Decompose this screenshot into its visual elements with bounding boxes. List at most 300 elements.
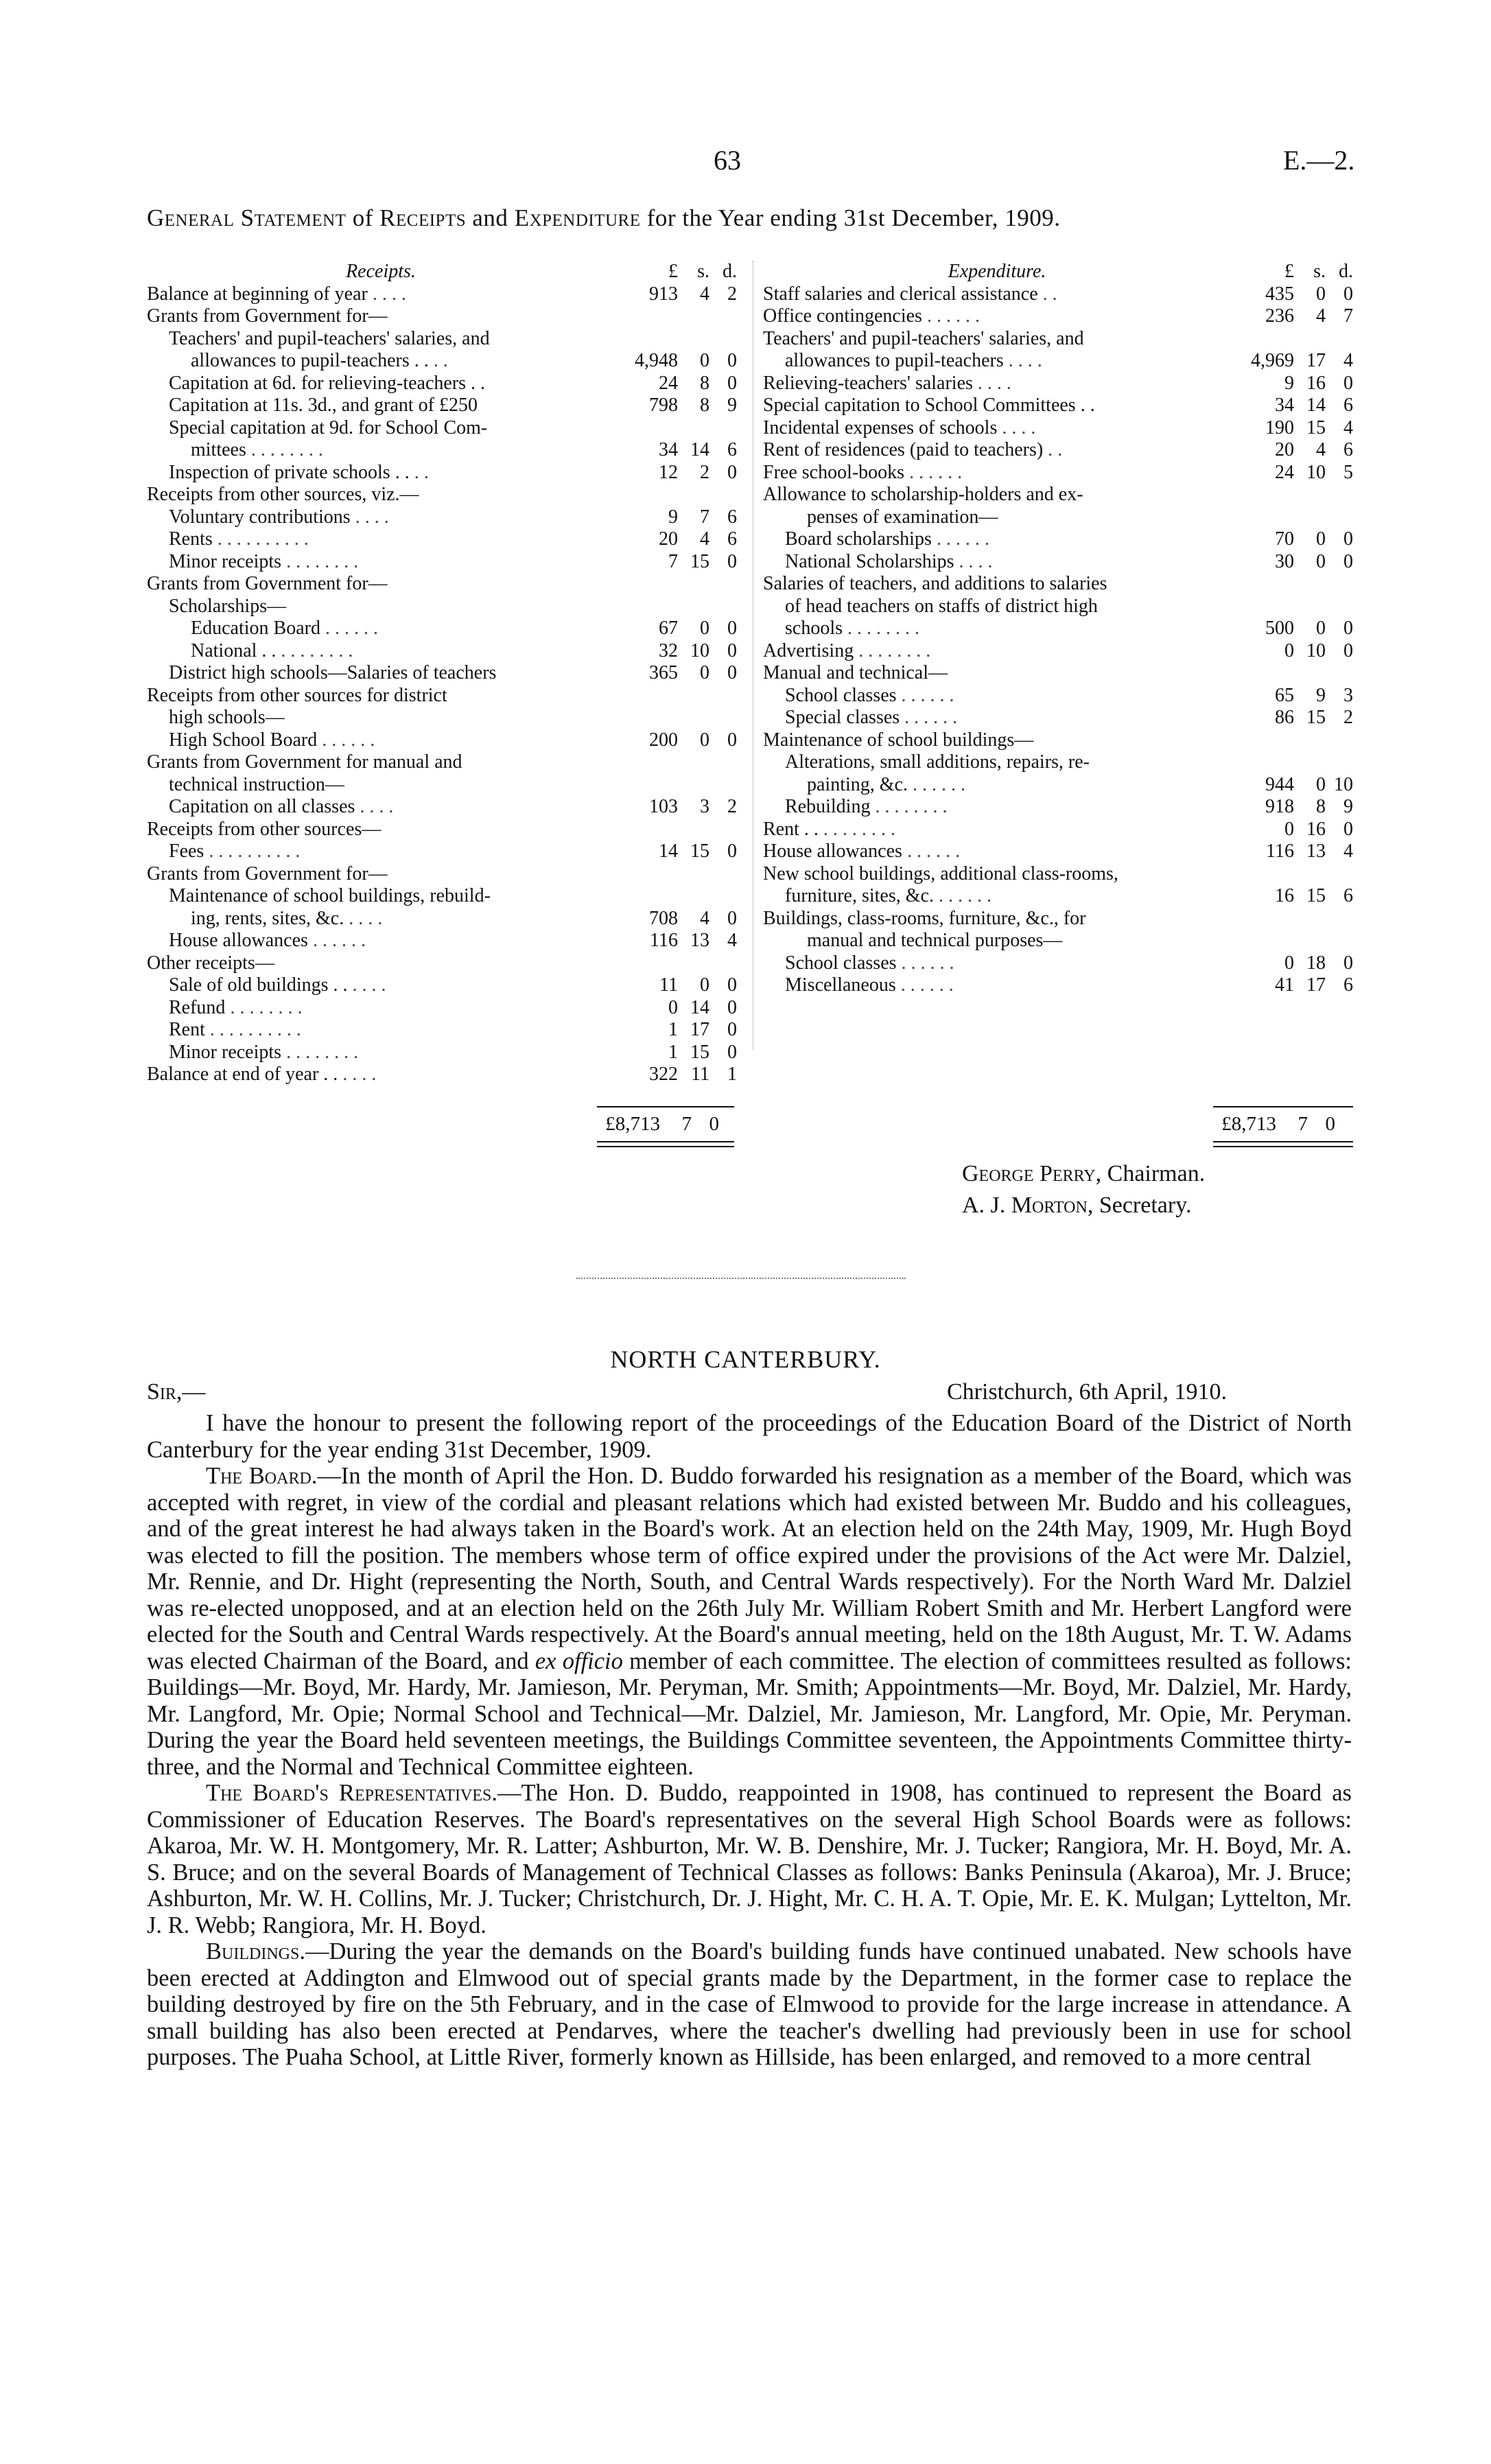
receipts-row-text: Balance at beginning of year (147, 283, 368, 305)
receipts-row-text: Scholarships— (169, 595, 287, 617)
receipts-row-shillings: 0 (700, 618, 709, 639)
receipts-row-leader-dots: . . . . . . (317, 729, 375, 751)
receipts-row-pounds: 12 (659, 461, 678, 483)
receipts-row-pounds: 4,948 (635, 350, 678, 371)
expenditure-row-pence: 0 (1343, 283, 1353, 305)
receipts-row-pence: 0 (727, 350, 737, 371)
expenditure-row-pence: 2 (1343, 707, 1353, 728)
expenditure-row-text: Miscellaneous (785, 974, 896, 996)
expenditure-row-leader-dots: . . . . . . (896, 684, 954, 706)
receipts-row (147, 796, 737, 819)
receipts-row-label (147, 908, 615, 930)
expenditure-row-text: Rent . . (763, 818, 819, 840)
receipts-row-shillings: 15 (690, 1041, 709, 1063)
expenditure-row-text: House allowances (763, 841, 902, 862)
expenditure-row-text: Maintenance of school buildings— (763, 729, 1034, 751)
receipts-row-pence: 0 (727, 841, 737, 862)
receipts-row-label (147, 751, 615, 774)
expenditure-row-text: Alterations, small additions, repairs, re- (785, 751, 1090, 773)
receipts-row-pounds: 7 (668, 550, 678, 572)
receipts-row-label (147, 395, 615, 417)
receipts-row-text: Receipts from other sources, viz.— (147, 484, 419, 505)
receipts-row (147, 350, 737, 373)
receipts-row-shillings: 4 (700, 528, 709, 550)
expenditure-heading: Expenditure. (948, 261, 1046, 282)
receipts-row-text: Grants from Government for— (147, 863, 388, 884)
receipts-row-shillings: 14 (690, 439, 709, 460)
receipts-row-label (147, 1019, 615, 1042)
expenditure-row-text: Special classes (785, 707, 900, 728)
expenditure-row (763, 885, 1353, 908)
expenditure-row-text: Buildings, class-rooms, furniture, &c., for (763, 907, 1086, 929)
receipts-row-label (147, 863, 615, 886)
receipts-row-pence: 0 (727, 662, 737, 683)
receipts-row-shillings: 8 (700, 372, 709, 394)
chairman-signature (962, 1158, 1205, 1190)
expenditure-row-text: painting, &c. (807, 773, 908, 795)
receipts-row-text: high schools— (169, 707, 285, 728)
expenditure-row-pence: 6 (1343, 885, 1353, 906)
expenditure-row-label (763, 729, 1231, 752)
receipts-row-text: Voluntary contributions (169, 506, 351, 528)
expenditure-row (763, 952, 1353, 975)
expenditure-row-pounds: 30 (1275, 550, 1294, 572)
receipts-row-text: Sale of old buildings . . (169, 974, 348, 996)
receipts-row-text: Fees (169, 841, 204, 862)
receipts-row (147, 618, 737, 640)
expenditure-row-leader-dots: . . . . . . (904, 461, 963, 483)
expenditure-row-leader-dots: . . . . . . (921, 305, 980, 327)
expenditure-row (763, 729, 1353, 752)
receipts-row-text: Grants from Government for— (147, 573, 388, 594)
expenditure-row-pounds: 116 (1266, 841, 1294, 862)
expenditure-row (763, 819, 1353, 841)
receipts-col-shillings: s. (697, 261, 709, 282)
expenditure-row-pence: 0 (1343, 618, 1353, 639)
expenditure-row-text: furniture, sites, &c. (785, 885, 934, 906)
receipts-row-label (147, 350, 615, 373)
receipts-row-label (147, 573, 615, 596)
receipts-row-shillings: 0 (700, 729, 709, 751)
secretary-name: Morton (1011, 1193, 1088, 1218)
expenditure-row-pence: 6 (1343, 439, 1353, 460)
expenditure-row (763, 506, 1353, 529)
expenditure-row-text: Free school-books (763, 461, 905, 483)
receipts-row-pence: 1 (727, 1064, 737, 1085)
expenditure-row-leader-dots: . . . . . . (907, 773, 965, 795)
receipts-row (147, 596, 737, 618)
expenditure-row-shillings: 13 (1306, 841, 1326, 862)
expenditure-row-label (763, 930, 1231, 952)
expenditure-row-leader-dots: . . . . . . . . (870, 796, 948, 817)
reps-lead: The Board's Representatives. (206, 1780, 497, 1806)
expenditure-row-text: Board scholarships (785, 528, 932, 550)
secretary-signature (962, 1190, 1205, 1221)
receipts-row-leader-dots: . . . . . . . . (246, 439, 323, 460)
expenditure-row-text: School classes (785, 684, 897, 706)
receipts-row-pounds: 708 (649, 907, 678, 929)
receipts-row-pence: 9 (727, 395, 737, 416)
expenditure-row-text: Staff salaries and clerical assistance (763, 283, 1038, 305)
receipts-row-text: Maintenance of school buildings, rebuild- (169, 885, 491, 906)
receipts-row (147, 439, 737, 462)
receipts-row-pounds: 103 (649, 796, 678, 817)
expenditure-row (763, 707, 1353, 729)
expenditure-row-pence: 0 (1343, 528, 1353, 550)
receipts-row-label (147, 841, 615, 863)
receipts-row-pounds: 913 (649, 283, 678, 305)
receipts-row-text: District high schools—Salaries of teachers (169, 662, 497, 683)
expenditure-row-pounds: 0 (1284, 818, 1294, 840)
receipts-row-label (147, 952, 615, 975)
expenditure-column (763, 261, 1353, 997)
expenditure-row-shillings: 16 (1306, 818, 1326, 840)
receipts-row-label (147, 596, 615, 618)
expenditure-row-label (763, 305, 1231, 328)
expenditure-row (763, 974, 1353, 997)
receipts-row-label (147, 774, 615, 797)
expenditure-row-label (763, 885, 1231, 908)
receipts-row-leader-dots: . . . . (367, 283, 406, 305)
receipts-row-text: Rent (169, 1019, 205, 1040)
receipts-row-shillings: 0 (700, 662, 709, 683)
expenditure-row-pounds: 0 (1284, 640, 1294, 661)
receipts-row-shillings: 2 (700, 461, 709, 483)
expenditure-row-shillings: 4 (1316, 439, 1326, 460)
receipts-row (147, 819, 737, 841)
receipts-row (147, 930, 737, 952)
receipts-total-pounds: £8,713 (605, 1113, 660, 1135)
expenditure-row-text: Advertising (763, 640, 854, 661)
receipts-row (147, 328, 737, 351)
expenditure-row-pounds: 65 (1275, 684, 1294, 706)
expenditure-row (763, 841, 1353, 863)
receipts-total-shillings: 7 (681, 1113, 692, 1135)
receipts-row-pence: 0 (727, 1019, 737, 1040)
expenditure-row-pounds: 41 (1275, 974, 1294, 996)
expenditure-total-rule (1213, 1106, 1353, 1107)
expenditure-total-row (1213, 1113, 1353, 1136)
receipts-row (147, 1042, 737, 1064)
receipts-row-text: Minor receipts (169, 550, 282, 572)
expenditure-row (763, 796, 1353, 819)
expenditure-row-pounds: 34 (1275, 395, 1294, 416)
expenditure-row-text: Allowance to scholarship-holders and ex- (763, 484, 1083, 505)
expenditure-row-shillings: 15 (1306, 416, 1326, 438)
expenditure-row-shillings: 16 (1306, 372, 1326, 394)
expenditure-row (763, 484, 1353, 506)
expenditure-row-pounds: 190 (1265, 416, 1294, 438)
receipts-row (147, 729, 737, 752)
receipts-row-leader-dots: . . . . (347, 974, 386, 996)
receipts-total-rule (597, 1106, 734, 1107)
receipts-row-text: Capitation at 6d. for relieving-teachers . . (169, 372, 486, 394)
expenditure-row-pounds: 435 (1265, 283, 1294, 305)
receipts-row-label (147, 640, 615, 663)
receipts-row-pounds: 32 (659, 640, 678, 661)
receipts-row-label (147, 283, 615, 306)
expenditure-row-shillings: 0 (1316, 618, 1326, 639)
buildings-lead: Buildings. (206, 1938, 305, 1964)
receipts-row-pounds: 20 (659, 528, 678, 550)
secretary-title: , Secretary. (1087, 1193, 1192, 1218)
expenditure-row-text: Salaries of teachers, and additions to salaries (763, 573, 1107, 594)
receipts-row (147, 395, 737, 417)
expenditure-row-shillings: 10 (1306, 640, 1326, 661)
receipts-row-pounds: 9 (668, 506, 678, 528)
receipts-row (147, 662, 737, 685)
receipts-row (147, 462, 737, 484)
expenditure-total-pence: 0 (1325, 1113, 1335, 1135)
expenditure-row-label (763, 395, 1231, 417)
expenditure-row-label (763, 484, 1231, 506)
signature-block (962, 1158, 1205, 1221)
expenditure-row-pence: 10 (1334, 773, 1353, 795)
receipts-row-pence: 0 (727, 372, 737, 394)
statement-title (147, 204, 1354, 232)
expenditure-row-label (763, 596, 1231, 618)
expenditure-row-leader-dots: . . . . (997, 416, 1036, 438)
receipts-row-pounds: 798 (649, 395, 678, 416)
receipts-row-text: House allowances (169, 930, 308, 951)
receipts-row-shillings: 0 (700, 974, 709, 996)
expenditure-row-label (763, 841, 1231, 863)
receipts-row-label (147, 528, 615, 551)
expenditure-row-pounds: 918 (1265, 796, 1294, 817)
receipts-row-label (147, 707, 615, 729)
expenditure-row-leader-dots: . . (1037, 283, 1057, 305)
expenditure-row-shillings: 17 (1306, 974, 1326, 996)
receipts-row-pounds: 322 (649, 1064, 678, 1085)
receipts-row-label (147, 930, 615, 952)
receipts-row-pence: 2 (727, 796, 737, 817)
expenditure-row-pence: 6 (1343, 974, 1353, 996)
expenditure-row-pounds: 9 (1284, 372, 1294, 394)
expenditure-row-label (763, 462, 1231, 484)
receipts-row (147, 974, 737, 997)
receipts-row-pounds: 0 (668, 996, 678, 1018)
expenditure-row-text: Manual and technical— (763, 662, 948, 683)
receipts-row-pence: 0 (727, 729, 737, 751)
expenditure-row-text: schools (785, 618, 843, 639)
expenditure-row-pounds: 86 (1275, 707, 1294, 728)
receipts-row-pence: 0 (727, 640, 737, 661)
receipts-row-leader-dots: . . . . . . . . (276, 640, 353, 661)
receipts-row-pounds: 365 (649, 662, 678, 683)
receipts-row-text: Special capitation at 9d. for School Com- (169, 416, 488, 438)
receipts-row-pounds: 1 (668, 1019, 678, 1040)
receipts-row-pounds: 67 (659, 618, 678, 639)
expenditure-row-label (763, 908, 1231, 930)
expenditure-row-text: Special capitation to School Committees . . (763, 395, 1095, 416)
title-word-general: General (147, 204, 235, 231)
expenditure-row-text: National Scholarships (785, 550, 954, 572)
report-body (147, 1410, 1352, 2071)
title-rest: for the Year ending 31st December, 1909. (646, 204, 1061, 231)
expenditure-row-label (763, 751, 1231, 774)
receipts-row-label (147, 417, 615, 440)
expenditure-row (763, 328, 1353, 351)
receipts-row-leader-dots: . . . . (355, 796, 394, 817)
receipts-row-label (147, 1042, 615, 1064)
expenditure-col-pounds: £ (1284, 261, 1294, 282)
report-heading: NORTH CANTERBURY. (610, 1346, 881, 1373)
receipts-row-leader-dots: . . . . (344, 907, 383, 929)
receipts-row-shillings: 4 (700, 907, 709, 929)
expenditure-row-label (763, 952, 1231, 975)
expenditure-row-pence: 4 (1343, 350, 1353, 371)
receipts-row-shillings: 10 (690, 640, 709, 661)
board-ex-officio: ex officio (535, 1647, 623, 1674)
expenditure-row-pence: 0 (1343, 372, 1353, 394)
receipts-col-pounds: £ (668, 261, 678, 282)
expenditure-row-pounds: 24 (1275, 461, 1294, 483)
chairman-title: , Chairman. (1095, 1161, 1206, 1186)
receipts-row-label (147, 439, 615, 462)
receipts-row-label (147, 1064, 615, 1086)
receipts-row-pounds: 24 (659, 372, 678, 394)
expenditure-row-shillings: 9 (1316, 684, 1326, 706)
receipts-rows (147, 283, 737, 1086)
expenditure-row-text: Rent of residences (paid to teachers) (763, 439, 1044, 460)
title-word-and: and (472, 204, 508, 231)
receipts-row-pounds: 14 (659, 841, 678, 862)
expenditure-col-pence: d. (1339, 261, 1353, 282)
receipts-row-text: Minor receipts (169, 1041, 282, 1063)
receipts-row-pounds: 200 (649, 729, 678, 751)
expenditure-row (763, 528, 1353, 551)
expenditure-row-pence: 4 (1343, 416, 1353, 438)
expenditure-row (763, 685, 1353, 707)
receipts-row-leader-dots: . . . . . . . . . . (204, 841, 301, 862)
expenditure-row-label (763, 863, 1231, 886)
expenditure-row-pounds: 0 (1284, 952, 1294, 974)
receipts-row (147, 751, 737, 774)
receipts-row-shillings: 3 (700, 796, 709, 817)
receipts-row-pence: 0 (727, 974, 737, 996)
receipts-row-leader-dots: . . . . (338, 1064, 377, 1085)
receipts-row (147, 305, 737, 328)
expenditure-row (763, 908, 1353, 930)
expenditure-row-label (763, 774, 1231, 797)
expenditure-total-shillings: 7 (1298, 1113, 1308, 1135)
receipts-row (147, 863, 737, 886)
receipts-row-label (147, 685, 615, 707)
expenditure-row-leader-dots: . . . . . . . . (818, 818, 895, 840)
receipts-row-shillings: 13 (690, 930, 709, 951)
expenditure-total-double-rule (1213, 1141, 1353, 1147)
receipts-row-text: ing, rents, sites, &c. (191, 907, 344, 929)
expenditure-row (763, 439, 1353, 462)
expenditure-row-label (763, 819, 1231, 841)
receipts-row-pence: 0 (727, 996, 737, 1018)
page-reference: E.—2. (1283, 145, 1355, 176)
expenditure-row-leader-dots: . . . . . . (931, 528, 989, 550)
expenditure-row-text: of head teachers on staffs of district high (785, 595, 1098, 617)
expenditure-row-label (763, 640, 1231, 663)
receipts-row-pence: 4 (727, 930, 737, 951)
expenditure-row-label (763, 528, 1231, 551)
title-word-statement: Statement (240, 204, 347, 231)
receipts-row-pence: 0 (727, 907, 737, 929)
expenditure-row (763, 283, 1353, 306)
expenditure-row-leader-dots: . . . . . . (900, 707, 958, 728)
expenditure-row-text: Incidental expenses of schools (763, 416, 998, 438)
expenditure-row (763, 305, 1353, 328)
paragraph-intro: I have the honour to present the following report of the proceedings of the Education Board of the District of North Canterbury for the year ending 31st December, 1909. (147, 1410, 1352, 1463)
expenditure-row-text: School classes (785, 952, 897, 974)
expenditure-row-pence: 9 (1343, 796, 1353, 817)
receipts-row-text: Capitation on all classes (169, 796, 355, 817)
expenditure-row-label (763, 439, 1231, 462)
receipts-row (147, 885, 737, 908)
receipts-row (147, 841, 737, 863)
expenditure-row-text: Relieving-teachers' salaries (763, 372, 973, 394)
expenditure-row-label (763, 283, 1231, 306)
receipts-row-text: Grants from Government for manual and (147, 751, 462, 773)
receipts-row-shillings: 17 (690, 1019, 709, 1040)
expenditure-row-shillings: 17 (1306, 350, 1326, 371)
receipts-row-label (147, 506, 615, 529)
expenditure-row-text: Rebuilding (785, 796, 871, 817)
expenditure-row (763, 350, 1353, 373)
receipts-row-label (147, 305, 615, 328)
receipts-row-shillings: 15 (690, 550, 709, 572)
receipts-row (147, 528, 737, 551)
receipts-row (147, 506, 737, 529)
expenditure-row (763, 930, 1353, 952)
receipts-row (147, 997, 737, 1020)
receipts-total-row (597, 1113, 734, 1136)
expenditure-row-text: manual and technical purposes— (807, 930, 1063, 951)
receipts-row-pence: 0 (727, 550, 737, 572)
receipts-row-leader-dots: . . . . . . . . . . (204, 1019, 301, 1040)
expenditure-row (763, 462, 1353, 484)
receipts-row-text: Balance at end of year . . (147, 1064, 338, 1085)
expenditure-row-text: Office contingencies (763, 305, 922, 327)
receipts-row-shillings: 14 (690, 996, 709, 1018)
buildings-text: —During the year the demands on the Board's building funds have continued unabated. New schools have been erected at Addington and Elmwood out of special grants made by the Department, in the former case to replace the building destroyed by fire on the 5th February, and in the case of Elmwood to provide for the large increase in attendance. A small building has also been erected at Pendarves, where the teacher's dwelling had previously been in use for school purposes. The Puaha School, at Little River, formerly known as Hillside, has been enlarged, and removed to a more central (147, 1938, 1352, 2070)
expenditure-row-leader-dots: . . . . . . (895, 974, 954, 996)
receipts-row (147, 774, 737, 797)
expenditure-row-pence: 4 (1343, 841, 1353, 862)
expenditure-row-text: Teachers' and pupil-teachers' salaries, and (763, 327, 1084, 349)
expenditure-row-shillings: 0 (1316, 283, 1326, 305)
report-dateline: Christchurch, 6th April, 1910. (947, 1379, 1227, 1405)
receipts-row-pence: 0 (727, 461, 737, 483)
receipts-column (147, 261, 737, 1086)
receipts-row-pounds: 34 (659, 439, 678, 460)
expenditure-row (763, 573, 1353, 596)
receipts-row-text: mittees (191, 439, 246, 460)
receipts-row-label (147, 484, 615, 506)
secretary-initials: A. J. (962, 1193, 1006, 1218)
receipts-row-shillings: 4 (700, 283, 709, 305)
expenditure-row-shillings: 0 (1316, 550, 1326, 572)
receipts-row (147, 1019, 737, 1042)
expenditure-row (763, 596, 1353, 618)
paragraph-board (147, 1463, 1352, 1780)
receipts-row-label (147, 551, 615, 574)
receipts-row-shillings: 0 (700, 350, 709, 371)
expenditure-row-shillings: 15 (1306, 707, 1326, 728)
receipts-row-text: technical instruction— (169, 773, 344, 795)
expenditure-row (763, 640, 1353, 663)
receipts-row-text: Teachers' and pupil-teachers' salaries, and (169, 327, 490, 349)
receipts-total-double-rule (597, 1141, 734, 1147)
section-separator (576, 1278, 906, 1279)
expenditure-row-pence: 0 (1343, 640, 1353, 661)
